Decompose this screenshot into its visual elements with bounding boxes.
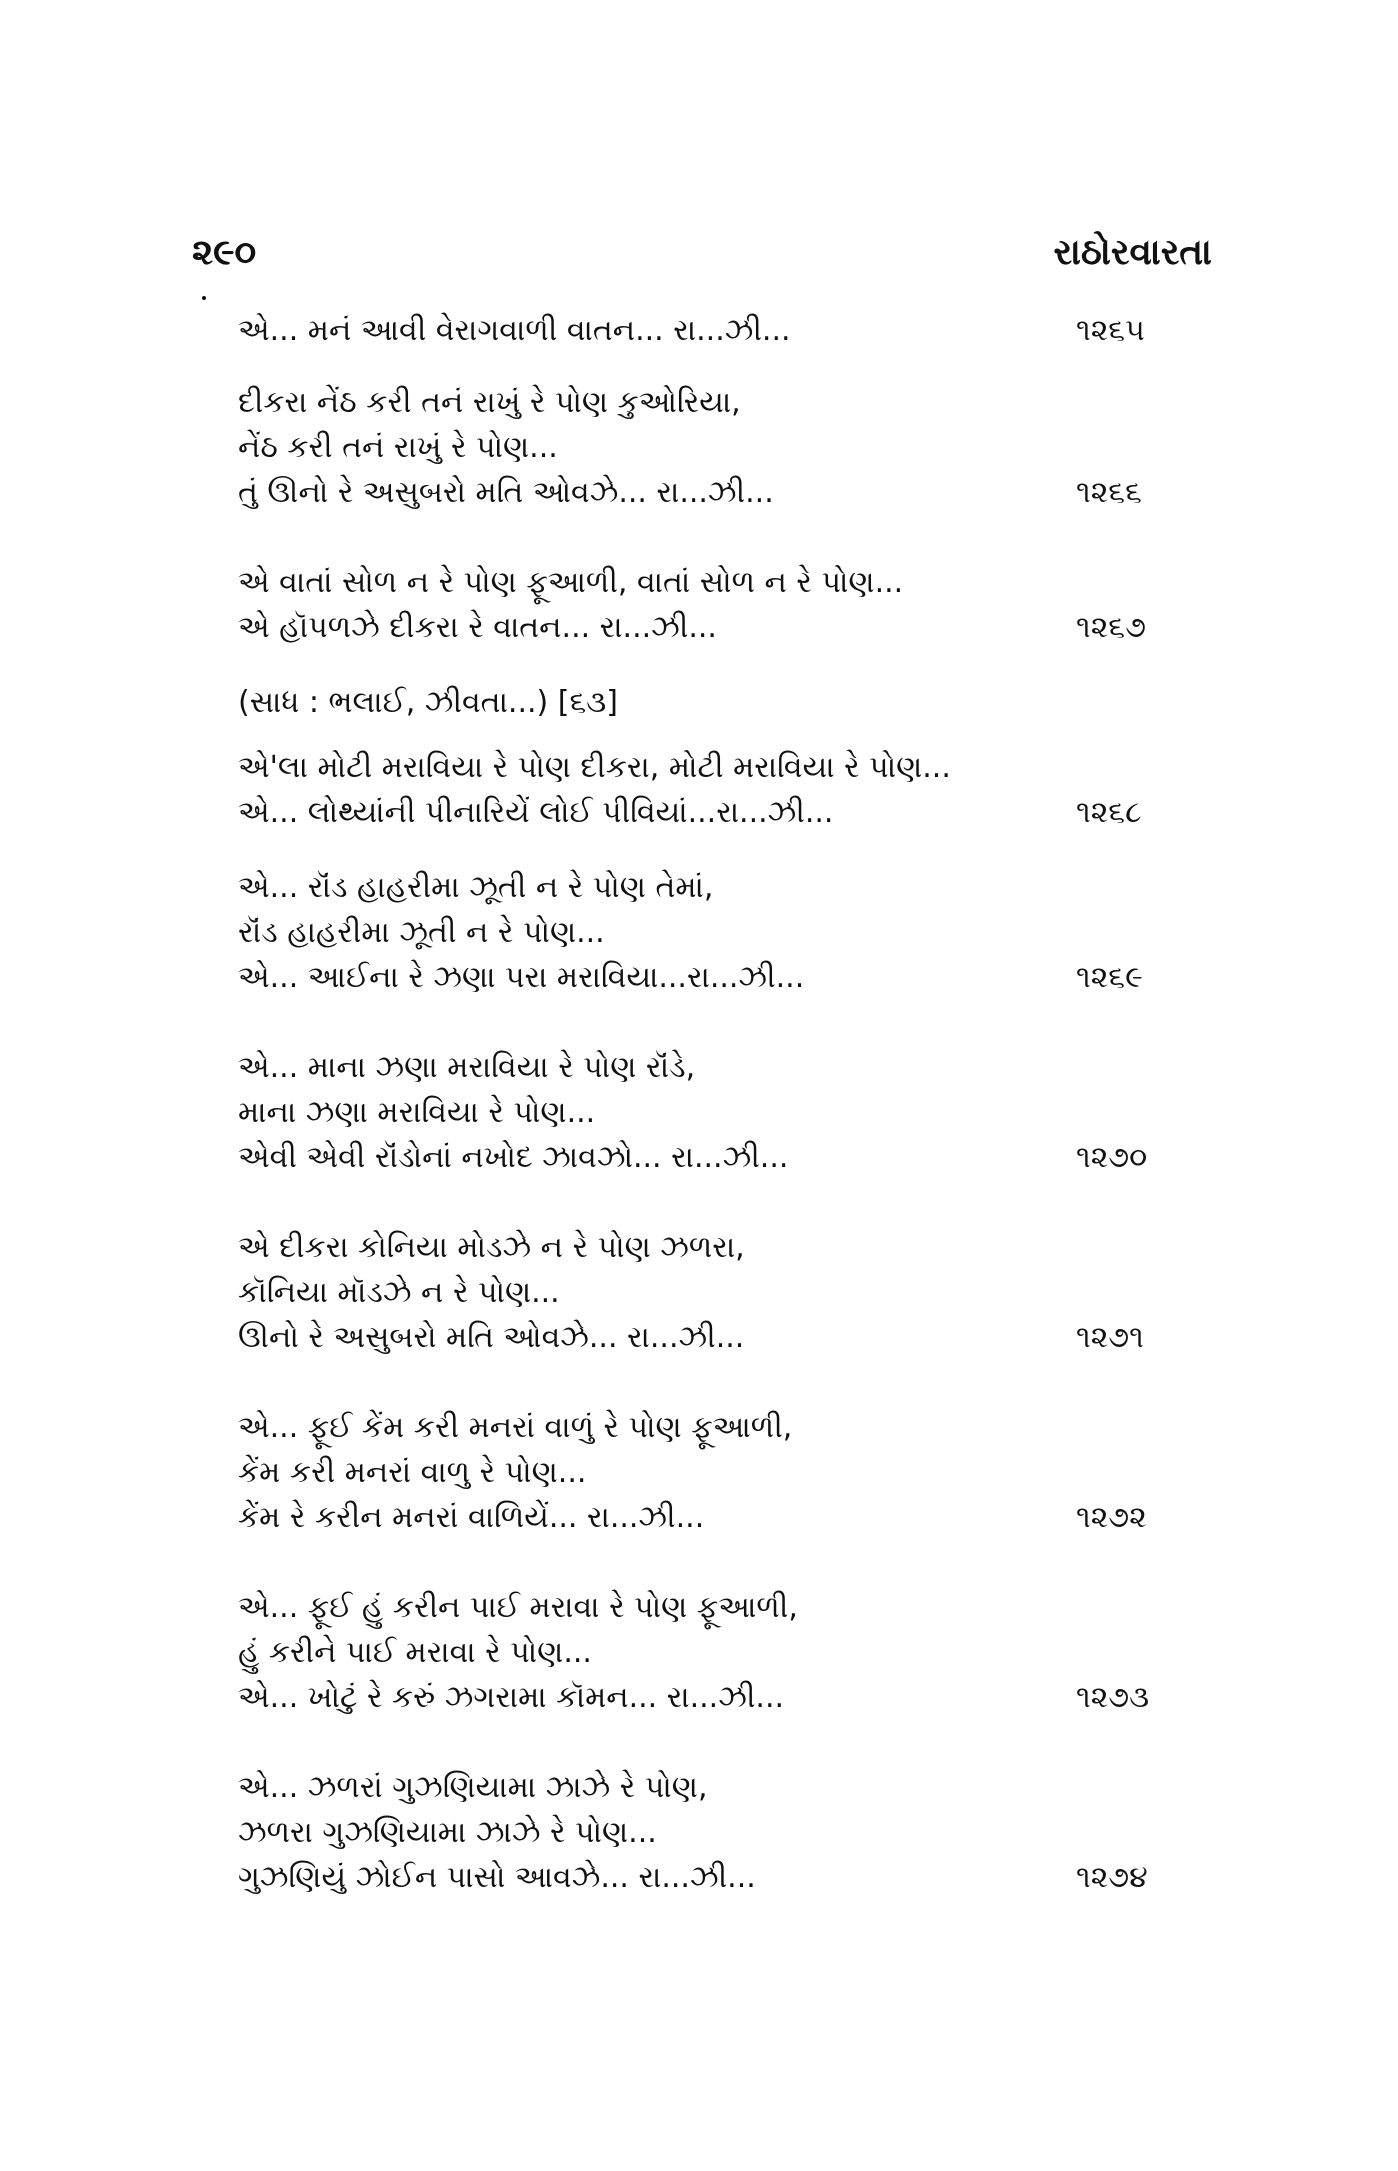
verse-line bbox=[238, 605, 1198, 650]
verse-line bbox=[238, 1225, 1198, 1270]
verse-text: એ... રૉંડ હાહરીમા ઝૂતી ન રે પોણ તેમાં, bbox=[238, 870, 714, 905]
verse-line bbox=[238, 1450, 1198, 1495]
verse-number: ૧૨૬૯ bbox=[1076, 960, 1143, 995]
verse-line bbox=[238, 1765, 1198, 1810]
verse-block bbox=[238, 1585, 1198, 1720]
page-number: ૨૯૦ bbox=[192, 232, 257, 273]
verse-text: એ... લોથ્યાંની પીનારિયેં લોઈ પીવિયાં...રા...ઝી... bbox=[238, 795, 834, 830]
verse-block bbox=[238, 1765, 1198, 1900]
verse-number: ૧૨૭૧ bbox=[1076, 1320, 1144, 1355]
verse-line bbox=[238, 1585, 1198, 1630]
verse-text: કેંમ રે કરીન મનરાં વાળિયેં... રા...ઝી... bbox=[238, 1500, 705, 1535]
verse-number: ૧૨૬૮ bbox=[1076, 795, 1142, 830]
verse-number: ૧૨૭૩ bbox=[1076, 1680, 1150, 1715]
verse-line bbox=[238, 380, 1198, 425]
verse-text: હું કરીને પાઈ મરાવા રે પોણ... bbox=[238, 1635, 592, 1670]
verse-line bbox=[238, 790, 1198, 835]
verse-text: નેંઠ કરી તનં રાખું રે પોણ... bbox=[238, 430, 558, 465]
verse-line bbox=[238, 955, 1198, 1000]
verse-block bbox=[238, 380, 1198, 515]
verse-block bbox=[238, 308, 1198, 353]
running-title: રાઠોરવારતા bbox=[1053, 232, 1212, 273]
verse-line bbox=[238, 1810, 1198, 1855]
verse-block bbox=[238, 1405, 1198, 1540]
verse-line bbox=[238, 308, 1198, 353]
verse-line bbox=[238, 1405, 1198, 1450]
verse-text: રૉંડ હાહરીમા ઝૂતી ન રે પોણ... bbox=[238, 915, 605, 950]
verse-text: એ... ફૂઈ કેંમ કરી મનરાં વાળું રે પોણ ફૂઆળી, bbox=[238, 1410, 793, 1445]
verse-text: માના ઝણા મરાવિયા રે પોણ... bbox=[238, 1095, 596, 1130]
verse-line bbox=[238, 560, 1198, 605]
verse-line bbox=[238, 1045, 1198, 1090]
verse-line bbox=[238, 425, 1198, 470]
verse-text: કેંમ કરી મનરાં વાળુ રે પોણ... bbox=[238, 1455, 587, 1490]
verse-text: એ'લા મોટી મરાવિયા રે પોણ દીકરા, મોટી મરાવિયા રે પોણ... bbox=[238, 750, 951, 785]
verse-text: કૉનિયા મૉડઝે ન રે પોણ... bbox=[238, 1275, 560, 1310]
verse-block bbox=[238, 865, 1198, 1000]
verse-line bbox=[238, 1495, 1198, 1540]
verse-block bbox=[238, 745, 1198, 835]
verse-line bbox=[238, 1135, 1198, 1180]
verse-text: એ હૉપળઝે દીકરા રે વાતન... રા...ઝી... bbox=[238, 610, 717, 645]
verse-text: ગુઝણિયું ઝોઈન પાસો આવઝે... રા...ઝી... bbox=[238, 1860, 756, 1895]
section-note: (સાધ : ભલાઈ, ઝીવતા...) [૬૩] bbox=[238, 685, 618, 720]
verse-number: ૧૨૭૪ bbox=[1076, 1860, 1148, 1895]
verse-line bbox=[238, 1090, 1198, 1135]
verse-text: એ... માના ઝણા મરાવિયા રે પોણ રૉંડે, bbox=[238, 1050, 696, 1085]
verse-number: ૧૨૭૨ bbox=[1076, 1500, 1147, 1535]
verse-line bbox=[238, 745, 1198, 790]
verse-text: તું ઊનો રે અસુબરો મતિ ઓવઝે... રા...ઝી... bbox=[238, 475, 774, 510]
verse-line bbox=[238, 1315, 1198, 1360]
verse-number: ૧૨૭૦ bbox=[1076, 1140, 1148, 1175]
verse-text: દીકરા નેંઠ કરી તનં રાખું રે પોણ કુઓરિયા, bbox=[238, 385, 741, 420]
verse-line bbox=[238, 1270, 1198, 1315]
verse-line bbox=[238, 1675, 1198, 1720]
verse-text: એ વાતાં સોળ ન રે પોણ ફૂઆળી, વાતાં સોળ ન રે પોણ... bbox=[238, 565, 904, 600]
verse-text: એ... ખોટું રે કરું ઝગરામા કૉમન... રા...ઝી... bbox=[238, 1680, 785, 1715]
verse-block bbox=[238, 1045, 1198, 1180]
verse-text: ઊનો રે અસુબરો મતિ ઓવઝે... રા...ઝી... bbox=[238, 1320, 745, 1355]
verse-number: ૧૨૬૭ bbox=[1076, 610, 1146, 645]
verse-line bbox=[238, 1855, 1198, 1900]
margin-dot bbox=[202, 296, 206, 300]
verse-text: એ દીકરા કોનિયા મોડઝે ન રે પોણ ઝળરા, bbox=[238, 1230, 745, 1265]
verse-text: એ... મનં આવી વેરાગવાળી વાતન... રા...ઝી... bbox=[238, 313, 791, 348]
verse-text: એ... આઈના રે ઝણા પરા મરાવિયા...રા...ઝી... bbox=[238, 960, 805, 995]
verse-number: ૧૨૬૬ bbox=[1076, 475, 1142, 510]
verse-block bbox=[238, 1225, 1198, 1360]
verse-line bbox=[238, 1630, 1198, 1675]
verse-line bbox=[238, 910, 1198, 955]
verse-text: એ... ઝળરાં ગુઝણિયામા ઝાઝે રે પોણ, bbox=[238, 1770, 708, 1805]
verse-line bbox=[238, 865, 1198, 910]
verse-text: ઝળરા ગુઝણિયામા ઝાઝે રે પોણ... bbox=[238, 1815, 657, 1850]
verse-text: એ... ફૂઈ હું કરીન પાઈ મરાવા રે પોણ ફૂઆળી, bbox=[238, 1590, 798, 1625]
verse-number: ૧૨૬૫ bbox=[1076, 313, 1145, 348]
verse-line bbox=[238, 470, 1198, 515]
verse-text: એવી એવી રૉંડોનાં નખોદ ઝાવઝો... રા...ઝી... bbox=[238, 1140, 789, 1175]
verse-block bbox=[238, 560, 1198, 650]
